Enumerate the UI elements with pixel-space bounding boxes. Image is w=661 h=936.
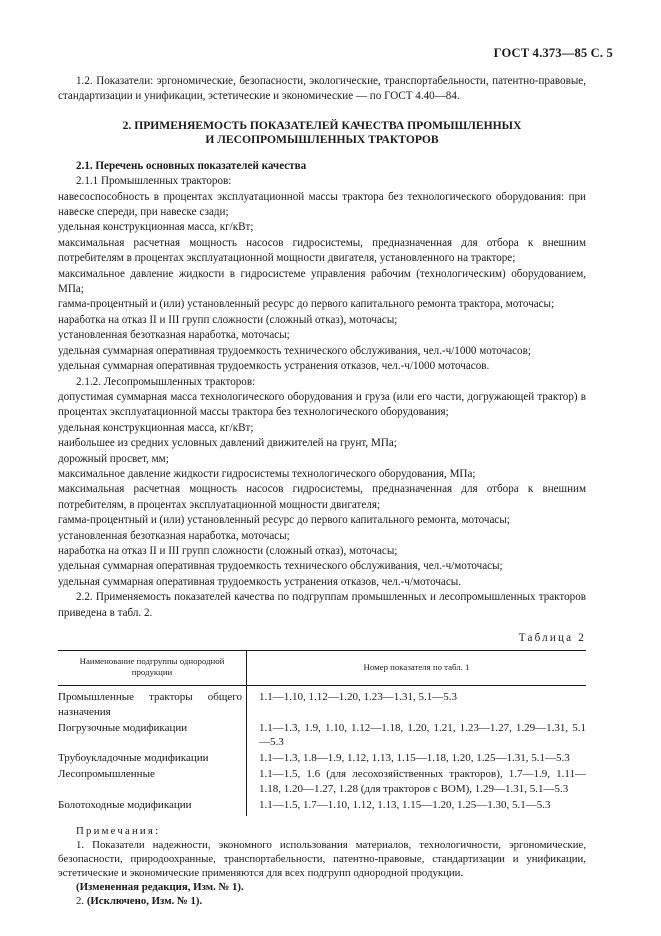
table-row — [58, 751, 586, 767]
subgroup-name-cell: Трубоукладочные модификации — [58, 751, 247, 767]
forestry-indicator-list — [58, 390, 586, 590]
indicator-item: максимальное давление жидкости гидросистемы технологического оборудования, МПа; — [58, 467, 476, 480]
table-row — [58, 686, 586, 721]
subgroup-name-cell: Промышленные тракторы общего назначения — [58, 686, 247, 721]
indicator-item: удельная суммарная оперативная трудоемкость технического обслуживания, чел.-ч/моточасы; — [58, 560, 503, 573]
indicator-item: удельная суммарная оперативная трудоемкость устранения отказов, чел.-ч/1000 моточасов. — [58, 360, 490, 373]
indicator-item: максимальная расчетная мощность насосов гидросистемы, предназначенная для отбора к внешним потребителям, в процентах эксплуатационной мощности двигателя; — [58, 483, 586, 511]
section-title — [58, 119, 586, 147]
indicator-item: установленная безотказная наработка, моточасы; — [58, 329, 290, 342]
subsection-title: 2.1. Перечень основных показателей качества — [76, 159, 307, 172]
subgroup-name-cell: Лесопромышленные — [58, 767, 247, 797]
indicator-item: наибольшее из средних условных давлений движителей на грунт, МПа; — [58, 437, 397, 450]
table-row — [58, 767, 586, 797]
indicator-item: гамма-процентный и (или) установленный ресурс до первого капитального ремонта, моточасы; — [58, 514, 510, 527]
note-1-edition: (Измененная редакция, Изм. № 1). — [76, 881, 244, 894]
note-1: 1. Показатели надежности, экономного использования материалов, технологичности, эргономические, безопасности, природоохранные, транспортабельности, патентно-правовые, стандартизации и унификации, эстетические и экономические применяются для всех подгрупп однородной продукции. — [58, 839, 586, 880]
section-title-line-1: 2. ПРИМЕНЯЕМОСТЬ ПОКАЗАТЕЛЕЙ КАЧЕСТВА ПРОМЫШЛЕННЫХ — [122, 118, 522, 132]
indicator-item: дорожный просвет, мм; — [58, 452, 169, 465]
table-header-row — [58, 651, 586, 686]
indicator-numbers-cell: 1.1—1.10, 1.12—1.20, 1.23—1.31, 5.1—5.3 — [259, 691, 457, 704]
subgroup-name-cell: Болотоходные модификации — [58, 798, 247, 816]
table-caption: Таблица 2 — [518, 632, 586, 644]
notes-block — [58, 824, 586, 908]
table-body — [58, 686, 586, 816]
industrial-heading: 2.1.1 Промышленных тракторов: — [76, 175, 232, 188]
indicator-numbers-cell: 1.1—1.3, 1.9, 1.10, 1.12—1.18, 1.20, 1.21, 1.23—1.27, 1.29—1.31, 5.1—5.3 — [259, 721, 586, 749]
page-content — [58, 74, 586, 908]
note-2-text: (Исключено, Изм. № 1). — [86, 895, 203, 908]
applicability-table — [58, 650, 586, 816]
indicator-item: удельная суммарная оперативная трудоемкость устранения отказов, чел.-ч/моточасы. — [58, 575, 461, 588]
note-2 — [58, 894, 586, 908]
indicator-item: наработка на отказ II и III групп сложности (сложный отказ), моточасы; — [58, 544, 398, 557]
subgroup-name-cell: Погрузочные модификации — [58, 721, 247, 751]
indicator-item: установленная безотказная наработка, моточасы; — [58, 529, 290, 542]
industrial-indicator-list — [58, 190, 586, 375]
indicator-item: удельная конструкционная масса, кг/кВт; — [58, 421, 254, 434]
table-header-subgroup: Наименование подгруппы однородной продукции — [58, 651, 247, 686]
table-row — [58, 721, 586, 751]
note-2-number: 2. — [76, 895, 85, 908]
indicator-item: удельная суммарная оперативная трудоемкость технического обслуживания, чел.-ч/1000 моточасов; — [58, 344, 531, 357]
indicator-item: максимальное давление жидкости в гидросистеме управления рабочим (технологическим) оборудованием, МПа; — [58, 267, 586, 296]
indicator-item: максимальная расчетная мощность насосов гидросистемы, предназначенная для отбора к внешним потребителям в процентах эксплуатационной мощности двигателя, установленного на тракторе; — [58, 236, 586, 265]
indicator-numbers-cell: 1.1—1.3, 1.8—1.9, 1.12, 1.13, 1.15—1.18, 1.20, 1.25—1.31, 5.1—5.3 — [259, 752, 570, 765]
table-header-indicator-numbers: Номер показателя по табл. 1 — [247, 651, 587, 686]
section-title-line-2: И ЛЕСОПРОМЫШЛЕННЫХ ТРАКТОРОВ — [205, 132, 439, 146]
forestry-heading: 2.1.2. Лесопромышленных тракторов: — [76, 375, 256, 388]
table-row — [58, 798, 586, 816]
page-header: ГОСТ 4.373—85 С. 5 — [493, 46, 613, 60]
indicator-item: навесоспособность в процентах эксплуатационной массы трактора без технологического оборудования: при навеске спереди, при навеске сзади; — [58, 190, 586, 219]
notes-title: Примечания: — [76, 825, 161, 838]
indicator-numbers-cell: 1.1—1.5, 1.6 (для лесохозяйственных тракторов), 1.7—1.9, 1.11—1.18, 1.20—1.27, 1.28 (для тракторов с ВОМ), 1.29—1.31, 5.1—5.3 — [259, 768, 586, 795]
indicator-item: наработка на отказ II и III групп сложности (сложный отказ), моточасы; — [58, 313, 398, 326]
indicator-numbers-cell: 1.1—1.5, 1.7—1.10, 1.12, 1.13, 1.15—1.20, 1.25—1.30, 5.1—5.3 — [259, 798, 551, 811]
indicator-item: гамма-процентный и (или) установленный ресурс до первого капитального ремонта трактора, моточасы; — [58, 298, 555, 311]
paragraph-2-2: 2.2. Применяемость показателей качества по подгруппам промышленных и лесопромышленных тракторов приведена в табл. 2. — [58, 591, 586, 619]
indicator-item: допустимая суммарная масса технологического оборудования и груза (или его части, догружающей трактор) в процентах эксплуатационной массы трактора без технологического оборудования; — [58, 390, 586, 419]
intro-paragraph: 1.2. Показатели: эргономические, безопасности, экологические, транспортабельности, патентно-правовые, стандартизации и унификации, эстетические и экономические — по ГОСТ 4.40—84. — [58, 75, 586, 103]
indicator-item: удельная конструкционная масса, кг/кВт; — [58, 221, 254, 234]
